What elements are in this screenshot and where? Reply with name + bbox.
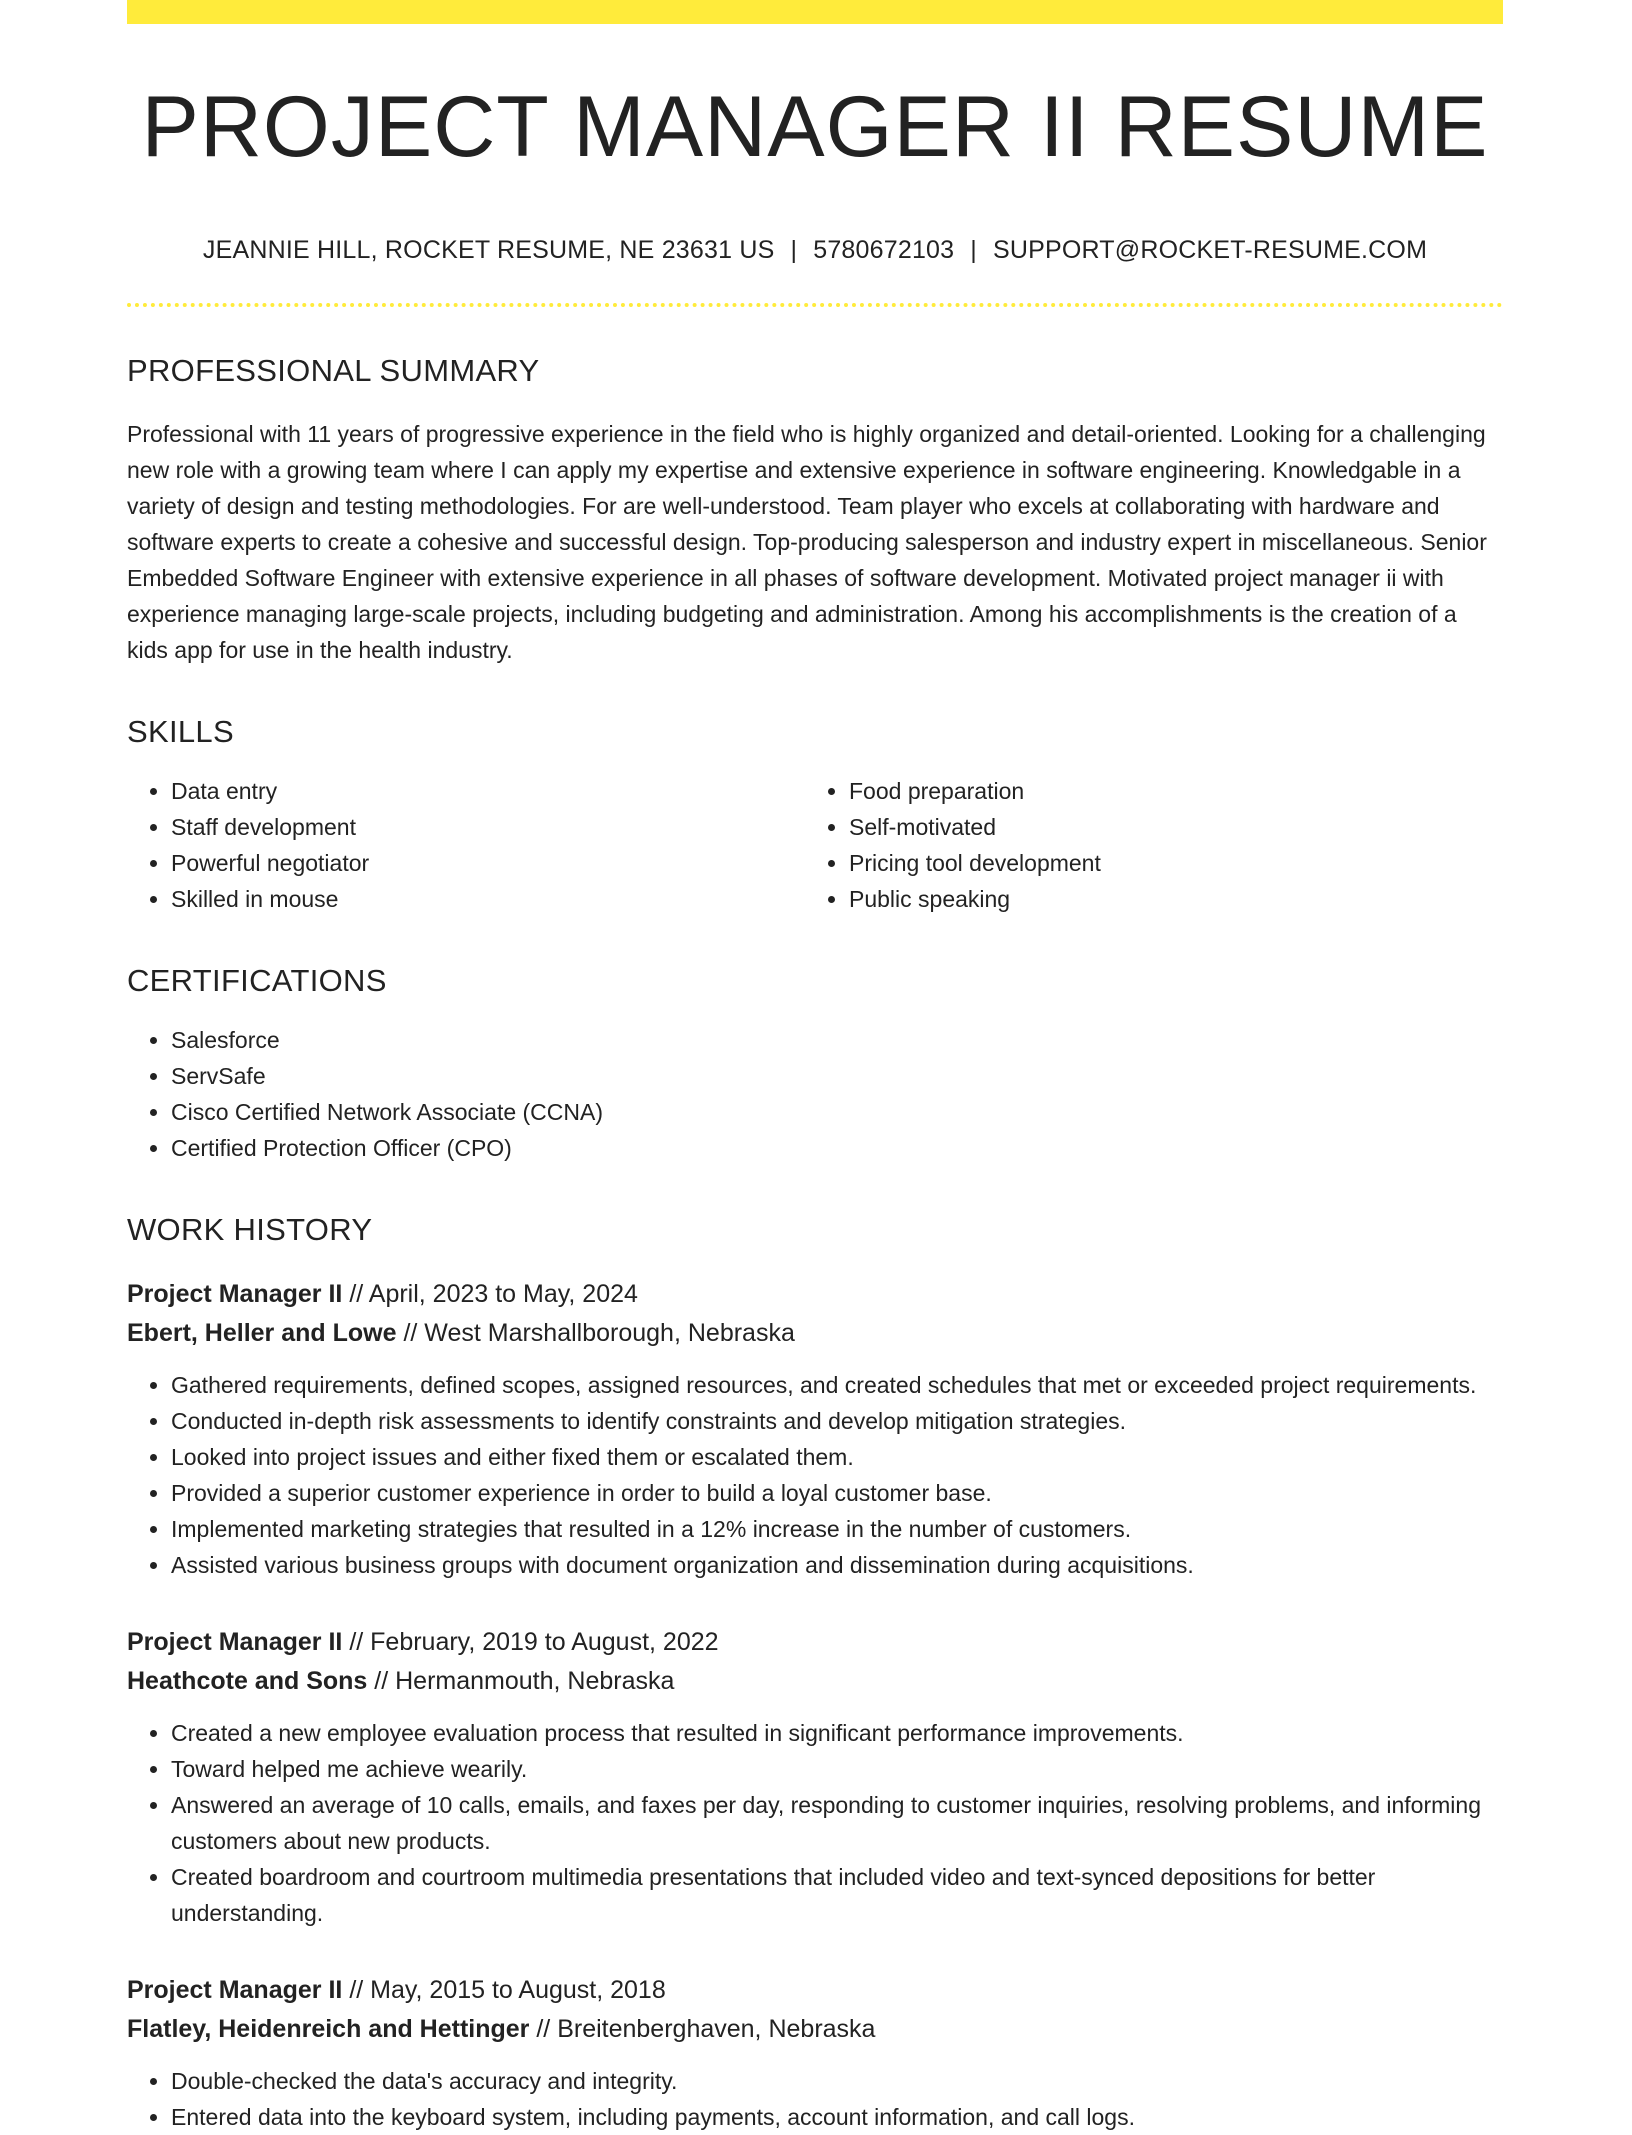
certifications-heading: CERTIFICATIONS — [127, 963, 387, 998]
job-company: Heathcote and Sons — [127, 1667, 368, 1695]
summary-text: Professional with 11 years of progressive experience in the field who is highly organized and detail-oriented. Looking for a challenging new role with a growing team where I can apply my expertise and extensive experience in software engineering. Knowledgable in a variety of design and testing methodologies. For are well-understood. Team player who excels at collaborating with hardware and software experts to create a cohesive and successful design. Top-producing salesperson and industry expert in miscellaneous. Senior Embedded Software Engineer with extensive experience in all phases of software development. Motivated project manager ii with experience managing large-scale projects, including budgeting and administration. Among his accomplishments is the creation of a kids app for use in the health industry. — [127, 421, 1487, 663]
job-company-line — [127, 2010, 1503, 2049]
job-company-line — [127, 1662, 1503, 1701]
job-title-line — [127, 1275, 1503, 1314]
top-accent-bar — [127, 0, 1503, 24]
job-company: Ebert, Heller and Lowe — [127, 1319, 397, 1347]
skills-columns — [127, 773, 1503, 917]
job-bullet: • Created boardroom and courtroom multimedia presentations that included video and text-synced depositions for better understanding. — [171, 1859, 1503, 1931]
skill-item: • Self-motivated — [849, 809, 1483, 845]
skill-item: • Data entry — [171, 773, 805, 809]
skills-right-list — [805, 773, 1483, 917]
job-title: Project Manager II — [127, 1628, 343, 1656]
skills-left-list — [127, 773, 805, 917]
contact-phone: 5780672103 — [813, 236, 955, 264]
job-dates: // May, 2015 to August, 2018 — [349, 1976, 666, 2004]
dotted-divider — [127, 303, 1503, 307]
work-history-heading: WORK HISTORY — [127, 1212, 373, 1247]
job-bullet: • Toward helped me achieve wearily. — [171, 1751, 1503, 1787]
job-dates: // April, 2023 to May, 2024 — [349, 1280, 638, 1308]
job-location: // West Marshallborough, Nebraska — [403, 1319, 795, 1347]
job-bullet: • Created a new employee evaluation process that resulted in significant performance improvements. — [171, 1715, 1503, 1751]
certification-item: • Cisco Certified Network Associate (CCNA) — [171, 1094, 1503, 1130]
job-title: Project Manager II — [127, 1976, 343, 2004]
job-location: // Breitenberghaven, Nebraska — [536, 2015, 876, 2043]
job-entry — [127, 1275, 1503, 1583]
job-bullet: • Gathered requirements, defined scopes, assigned resources, and created schedules that met or exceeded project requirements. — [171, 1367, 1503, 1403]
certification-item: • Salesforce — [171, 1022, 1503, 1058]
skill-item: • Pricing tool development — [849, 845, 1483, 881]
contact-address: JEANNIE HILL, ROCKET RESUME, NE 23631 US — [202, 236, 775, 264]
skill-item: • Staff development — [171, 809, 805, 845]
job-bullet: • Provided a superior customer experience in order to build a loyal customer base. — [171, 1475, 1503, 1511]
job-bullets — [127, 1715, 1503, 1931]
job-title-line — [127, 1623, 1503, 1662]
skill-item: • Food preparation — [849, 773, 1483, 809]
skill-item: • Powerful negotiator — [171, 845, 805, 881]
skill-item: • Public speaking — [849, 881, 1483, 917]
job-bullet: • Assisted various business groups with document organization and dissemination during acquisitions. — [171, 1547, 1503, 1583]
job-bullet: • Double-checked the data's accuracy and integrity. — [171, 2063, 1503, 2099]
job-bullets — [127, 1367, 1503, 1583]
skills-heading: SKILLS — [127, 714, 234, 749]
job-entry — [127, 1623, 1503, 1931]
certification-item: • Certified Protection Officer (CPO) — [171, 1130, 1503, 1166]
job-bullets — [127, 2063, 1503, 2135]
job-bullet: • Conducted in-depth risk assessments to identify constraints and develop mitigation strategies. — [171, 1403, 1503, 1439]
contact-separator: | — [970, 236, 977, 264]
summary-heading: PROFESSIONAL SUMMARY — [127, 353, 540, 388]
job-dates: // February, 2019 to August, 2022 — [349, 1628, 719, 1656]
job-bullet: • Answered an average of 10 calls, emails, and faxes per day, responding to customer inquiries, resolving problems, and informing customers about new products. — [171, 1787, 1503, 1859]
job-bullet: • Entered data into the keyboard system, including payments, account information, and call logs. — [171, 2099, 1503, 2135]
job-title-line — [127, 1971, 1503, 2010]
job-title: Project Manager II — [127, 1280, 343, 1308]
job-company: Flatley, Heidenreich and Hettinger — [127, 2015, 530, 2043]
skill-item: • Skilled in mouse — [171, 881, 805, 917]
page-title: PROJECT MANAGER II RESUME — [141, 79, 1489, 175]
job-company-line — [127, 1314, 1503, 1353]
job-bullet: • Looked into project issues and either fixed them or escalated them. — [171, 1439, 1503, 1475]
certification-item: • ServSafe — [171, 1058, 1503, 1094]
contact-line — [127, 238, 1503, 263]
job-entry — [127, 1971, 1503, 2135]
job-bullet: • Implemented marketing strategies that resulted in a 12% increase in the number of customers. — [171, 1511, 1503, 1547]
job-location: // Hermanmouth, Nebraska — [374, 1667, 675, 1695]
contact-email: SUPPORT@ROCKET-RESUME.COM — [992, 236, 1428, 264]
resume-page — [127, 0, 1503, 2135]
certifications-list — [127, 1022, 1503, 1166]
contact-separator: | — [790, 236, 798, 264]
